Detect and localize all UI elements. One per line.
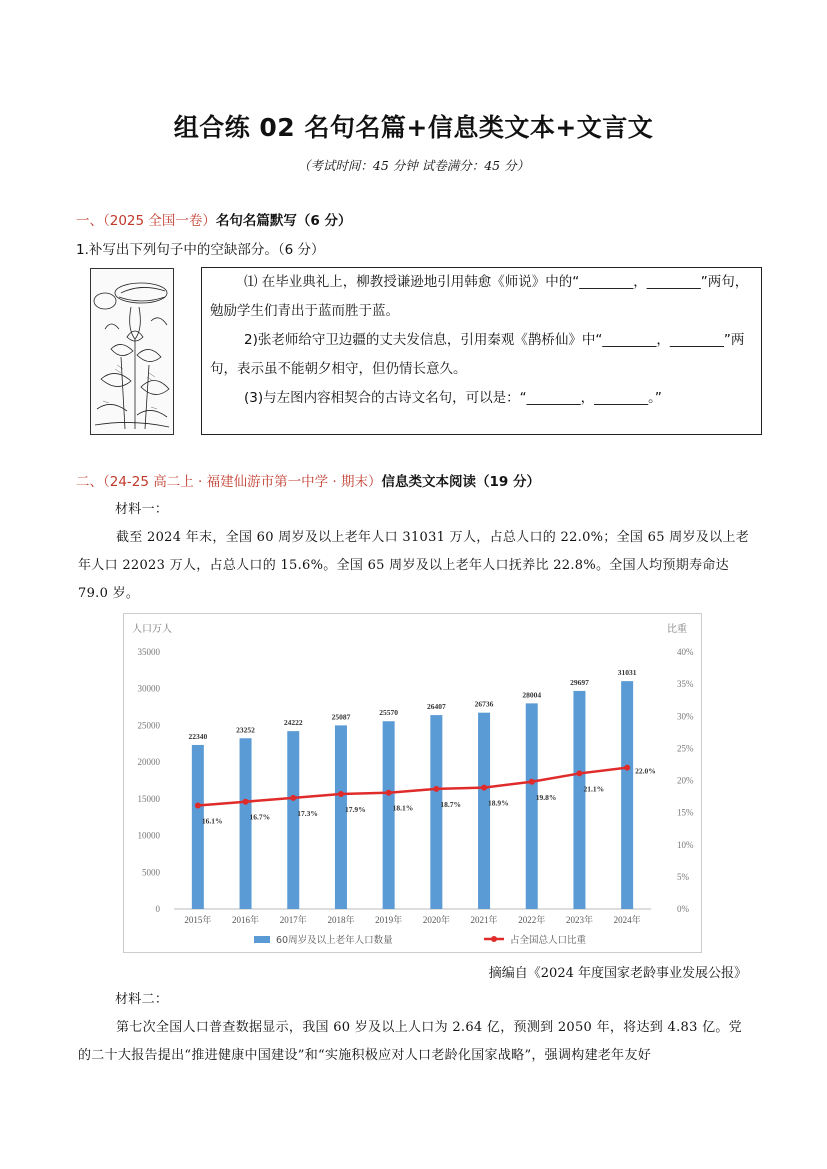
x-tick-label: 2016年: [232, 915, 260, 925]
y2-tick-label: 10%: [677, 839, 694, 850]
aging-population-chart: [123, 613, 702, 953]
question-1-item-3: (3)与左图内容相契合的古诗文名句，可以是：“________，________。”: [244, 390, 662, 406]
y-tick-label: 10000: [137, 830, 160, 841]
section1-name: 名句名篇默写（6 分）: [215, 213, 352, 229]
ratio-value-label: 17.9%: [344, 804, 366, 814]
ratio-value-label: 16.7%: [249, 812, 271, 822]
y2-tick-label: 0%: [677, 904, 689, 914]
bar: [335, 725, 347, 909]
x-tick-label: 2021年: [470, 915, 498, 925]
ratio-value-label: 18.1%: [392, 803, 414, 813]
ratio-point: [624, 765, 630, 771]
bar-value-label: 25570: [379, 708, 399, 718]
ratio-point: [576, 770, 582, 776]
x-tick-label: 2015年: [184, 915, 212, 925]
ratio-value-label: 17.3%: [297, 808, 318, 818]
y-tick-label: 0: [155, 904, 160, 914]
y2-axis-label: 比重: [667, 624, 687, 635]
ratio-point: [338, 791, 344, 797]
y-tick-label: 5000: [142, 867, 160, 878]
section2-number: 二、: [76, 474, 103, 490]
ratio-value-label: 21.1%: [583, 784, 605, 794]
chart-svg: [124, 614, 701, 952]
lotus-drawing: [91, 269, 173, 434]
ratio-point: [290, 795, 296, 801]
material1-label: 材料一：: [115, 502, 169, 517]
section1-heading: [76, 209, 352, 229]
x-tick-label: 2020年: [422, 915, 450, 925]
bar: [383, 721, 395, 909]
bar-value-label: 29697: [570, 677, 589, 687]
page-title: 组合练 02 名句名篇+信息类文本+文言文: [173, 113, 654, 142]
bar-value-label: 23252: [236, 725, 255, 735]
ratio-value-label: 18.7%: [440, 799, 461, 809]
question-1-stem: 1.补写出下列句子中的空缺部分。（6 分）: [76, 242, 325, 258]
material2-text: 第七次全国人口普查数据显示，我国 60 岁及以上人口为 2.64 亿，预测到 2050 年，将达到 4.83 亿。党的二十大报告提出“推进健康中国建设”和“实施积极应对人口老龄化国家战略”，强调构建老年友好: [78, 1020, 742, 1063]
exam-info: （考试时间：45 分钟 试卷满分：45 分）: [297, 158, 530, 173]
ratio-point: [529, 779, 535, 785]
question-1-item-1: ⑴ 在毕业典礼上，柳教授谦逊地引用韩愈《师说》中的“________，________”两句，勉励学生们青出于蓝而胜于蓝。: [210, 274, 749, 319]
y2-tick-label: 20%: [677, 775, 694, 786]
bar-value-label: 26407: [426, 702, 446, 712]
x-tick-label: 2017年: [279, 915, 307, 925]
question-1-item-2: 2)张老师给守卫边疆的丈夫发信息，引用秦观《鹊桥仙》中“________，________”两句，表示虽不能朝夕相守，但仍情长意久。: [210, 332, 745, 377]
legend-line-label: 占全国总人口比重: [510, 935, 587, 946]
ratio-value-label: 22.0%: [635, 766, 656, 776]
section2-heading: [76, 470, 540, 490]
material1-text: 截至 2024 年末，全国 60 周岁及以上老年人口 31031 万人，占总人口的 22.0%；全国 65 周岁及以上老年人口 22023 万人，占总人口的 15.6%。全国 65 周岁及以上老年人口抚养比 22.8%。全国人均预期寿命达 79.0 岁。: [78, 530, 750, 601]
bar: [621, 681, 633, 909]
section1-source: （2025 全国一卷）: [103, 213, 216, 229]
bar-value-label: 22340: [188, 731, 208, 741]
ratio-point: [386, 790, 392, 796]
y-tick-label: 30000: [137, 683, 160, 694]
ratio-value-label: 19.8%: [535, 792, 557, 802]
y-tick-label: 15000: [137, 793, 160, 804]
bar: [287, 731, 299, 909]
legend-bar-label: 60周岁及以上老年人口数量: [276, 935, 393, 946]
legend-bar-swatch: [254, 936, 270, 943]
bar: [478, 713, 490, 909]
y2-tick-label: 5%: [677, 871, 689, 882]
ratio-point: [481, 785, 487, 791]
y2-tick-label: 25%: [677, 743, 694, 754]
x-tick-label: 2023年: [565, 915, 593, 925]
y-tick-label: 20000: [137, 757, 160, 768]
bar: [430, 715, 442, 909]
chart-source: 摘编自《2024 年度国家老龄事业发展公报》: [488, 966, 747, 981]
bar-value-label: 28004: [522, 690, 542, 700]
bar: [573, 691, 585, 909]
bar-value-label: 26736: [474, 699, 494, 709]
material2-label: 材料二：: [115, 992, 169, 1007]
bar: [240, 738, 252, 909]
y2-tick-label: 35%: [677, 679, 694, 690]
x-tick-label: 2019年: [375, 915, 403, 925]
x-tick-label: 2018年: [327, 915, 355, 925]
y2-tick-label: 15%: [677, 807, 694, 818]
y-tick-label: 25000: [137, 720, 160, 731]
legend-line-marker: [491, 936, 497, 942]
x-tick-label: 2022年: [518, 915, 546, 925]
section2-source: （24-25 高二上 · 福建仙游市第一中学 · 期末）: [103, 474, 382, 490]
y-tick-label: 35000: [137, 647, 160, 657]
bar: [192, 745, 204, 909]
y-axis-label: 人口万人: [132, 624, 172, 635]
question-1-box: [201, 267, 762, 435]
bar-value-label: 31031: [617, 668, 637, 678]
section1-number: 一、: [76, 213, 103, 229]
ratio-value-label: 16.1%: [201, 816, 223, 826]
ratio-point: [433, 786, 439, 792]
ratio-point: [243, 799, 249, 805]
bar-value-label: 24222: [283, 718, 303, 728]
bar: [526, 703, 538, 909]
y2-tick-label: 40%: [677, 647, 694, 657]
lotus-illustration: [90, 268, 174, 435]
x-tick-label: 2024年: [613, 915, 641, 925]
ratio-line: [198, 768, 627, 806]
y2-tick-label: 30%: [677, 711, 694, 722]
section2-name: 信息类文本阅读（19 分）: [381, 474, 541, 490]
ratio-value-label: 18.9%: [488, 798, 509, 808]
ratio-point: [195, 803, 201, 809]
bar-value-label: 25087: [331, 712, 351, 722]
